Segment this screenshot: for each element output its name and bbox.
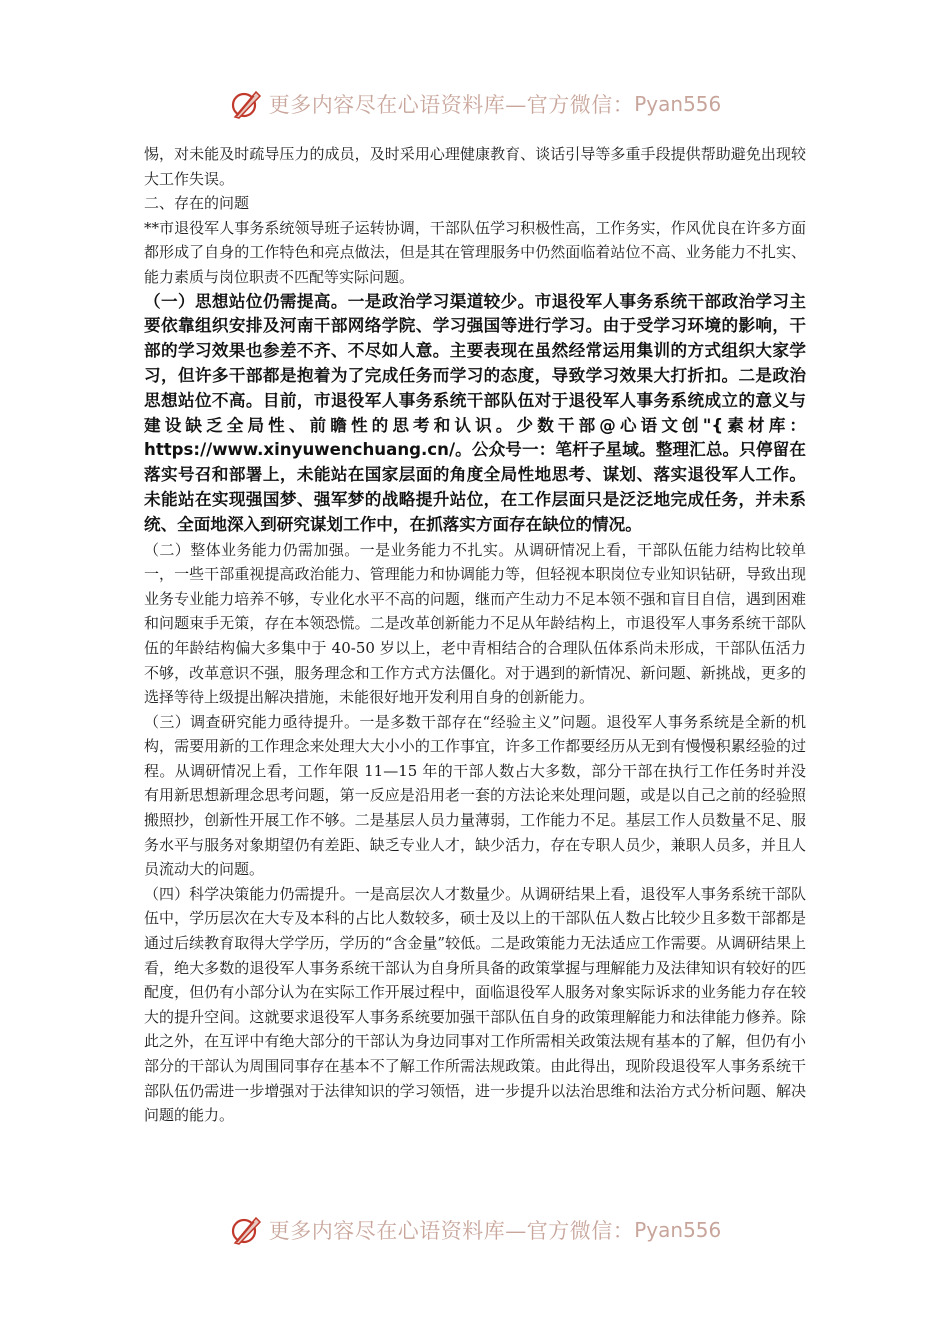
paragraph-section-1: （一）思想站位仍需提高。一是政治学习渠道较少。市退役军人事务系统干部政治学习主要依靠组织安排及河南干部网络学院、学习强国等进行学习。由于受学习环境的影响，干部的学习效果也参差不齐、不尽如人意。主要表现在虽然经常运用集训的方式组织大家学习，但许多干部都是抱着为了完成任务而学习的态度，导致学习效果大打折扣。二是政治思想站位不高。目前，市退役军人事务系统干部队伍对于退役军人事务系统成立的意义与建设缺乏全局性、前瞻性的思考和认识。少数干部@心语文创"{素材库：https://www.xinyuwenchuang.cn/。公众号一：笔杆子星域。整理汇总。只停留在落实号召和部署上，未能站在国家层面的角度全局性地思考、谋划、落实退役军人工作。未能站在实现强国梦、强军梦的战略提升站位，在工作层面只是泛泛地完成任务，并未系统、全面地深入到研究谋划工作中，在抓落实方面存在缺位的情况。 [144, 291, 806, 534]
paragraph-continuation: 惕，对未能及时疏导压力的成员，及时采用心理健康教育、谈话引导等多重手段提供帮助避免出现较大工作失误。 [144, 145, 806, 188]
document-body [144, 142, 806, 1128]
paragraph-section-4: （四）科学决策能力仍需提升。一是高层次人才数量少。从调研结果上看，退役军人事务系统干部队伍中，学历层次在大专及本科的占比人数较多，硕士及以上的干部队伍人数占比较少且多数干部都是通过后续教育取得大学学历，学历的“含金量”较低。二是政策能力无法适应工作需要。从调研结果上看，绝大多数的退役军人事务系统干部认为自身所具备的政策掌握与理解能力及法律知识有较好的匹配度，但仍有小部分认为在实际工作开展过程中，面临退役军人服务对象实际诉求的业务能力存在较大的提升空间。这就要求退役军人事务系统要加强干部队伍自身的政策理解能力和法律能力修养。除此之外，在互评中有绝大部分的干部认为身边同事对工作所需相关政策法规有基本的了解，但仍有小部分的干部认为周围同事存在基本不了解工作所需法规政策。由此得出，现阶段退役军人事务系统干部队伍仍需进一步增强对于法律知识的学习领悟，进一步提升以法治思维和法治方式分析问题、解决问题的能力。 [144, 884, 806, 1125]
section-heading: 二、存在的问题 [144, 194, 250, 213]
header-banner-text: 更多内容尽在心语资料库—官方微信： [268, 93, 635, 117]
header-wechat-id: Pyan556 [634, 92, 722, 116]
footer-wechat-id: Pyan556 [634, 1218, 722, 1242]
paragraph-section-2: （二）整体业务能力仍需加强。一是业务能力不扎实。从调研情况上看，干部队伍能力结构比较单一，一些干部重视提高政治能力、管理能力和协调能力等，但轻视本职岗位专业知识钻研，导致出现业务专业能力培养不够，专业化水平不高的问题，继而产生动力不足本领不强和盲目自信，遇到困难和问题束手无策，存在本领恐慌。二是改革创新能力不足从年龄结构上，市退役军人事务系统干部队伍的年龄结构偏大多集中于 40-50 岁以上，老中青相结合的合理队伍体系尚未形成，干部队伍活力不够，改革意识不强，服务理念和工作方式方法僵化。对于遇到的新情况、新问题、新挑战，更多的选择等待上级提出解决措施，未能很好地开发利用自身的创新能力。 [144, 540, 806, 707]
quill-logo-icon [229, 1213, 263, 1247]
paragraph-intro: **市退役军人事务系统领导班子运转协调，干部队伍学习积极性高，工作务实，作风优良在许多方面都形成了自身的工作特色和亮点做法，但是其在管理服务中仍然面临着站位不高、业务能力不扎实、能力素质与岗位职责不匹配等实际问题。 [144, 218, 806, 286]
quill-logo-icon [229, 87, 263, 121]
footer-banner [0, 1210, 950, 1250]
header-banner [0, 84, 950, 124]
paragraph-section-3: （三）调查研究能力亟待提升。一是多数干部存在“经验主义”问题。退役军人事务系统是全新的机构，需要用新的工作理念来处理大大小小的工作事宜，许多工作都要经历从无到有慢慢积累经验的过程。从调研情况上看，工作年限 11—15 年的干部人数占大多数，部分干部在执行工作任务时并没有用新思想新理念思考问题，第一反应是沿用老一套的方法论来处理问题，或是以自己之前的经验照搬照抄，创新性开展工作不够。二是基层人员力量薄弱，工作能力不足。基层工作人员数量不足、服务水平与服务对象期望仍有差距、缺乏专业人才，缺少活力，存在专职人员少，兼职人员多，并且人员流动大的问题。 [144, 712, 806, 879]
footer-banner-text: 更多内容尽在心语资料库—官方微信： [268, 1219, 635, 1243]
